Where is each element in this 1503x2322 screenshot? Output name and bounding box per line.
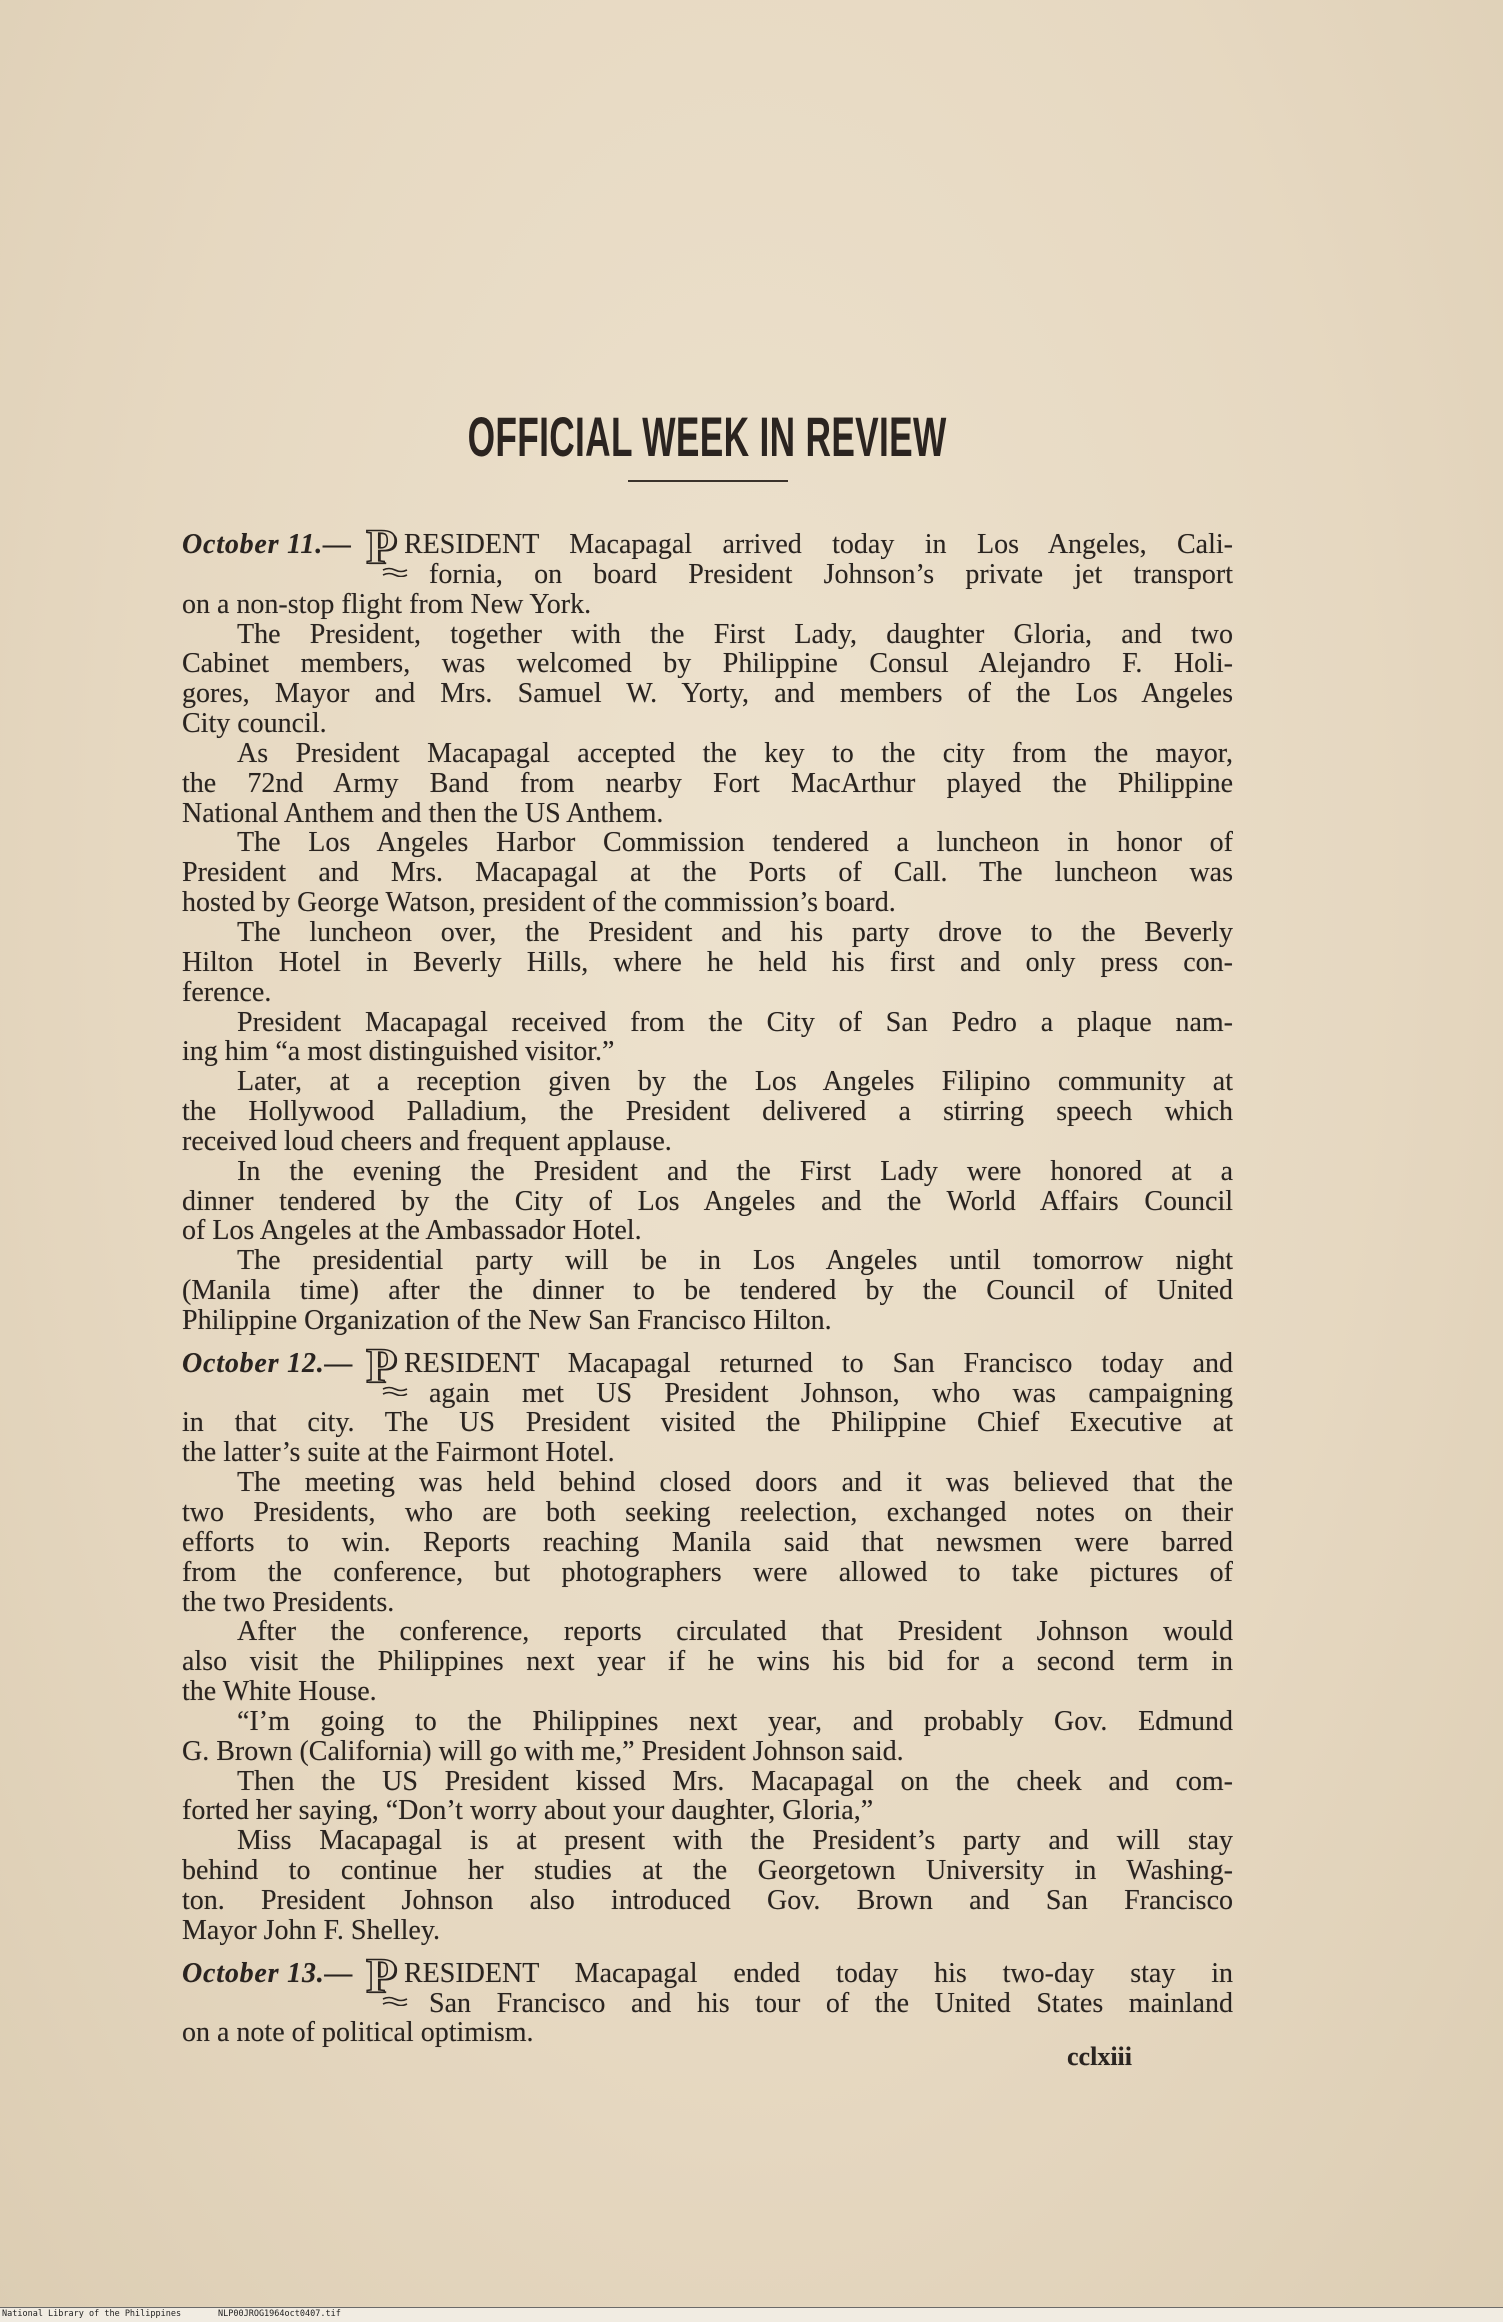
text-line: efforts to win. Reports reaching Manila said that newsmen were barred (182, 1527, 1233, 1558)
text-line: City council. (182, 709, 327, 739)
text-line: President Macapagal received from the City of San Pedro a plaque nam- (237, 1007, 1233, 1038)
text-line: ing him “a most distinguished visitor.” (182, 1037, 615, 1068)
text-line: fornia, on board President Johnson’s private jet transport (429, 559, 1233, 590)
entry-date: October 12.— (182, 1347, 354, 1379)
text-line: G. Brown (California) will go with me,” President Johnson said. (182, 1736, 904, 1767)
text-line: The meeting was held behind closed doors and it was believed that the (237, 1468, 1233, 1498)
text-line: the 72nd Army Band from nearby Fort MacArthur played the Philippine (182, 768, 1233, 799)
footer-file-name: NLP00JROG1964oct0407.tif (218, 2309, 341, 2319)
drop-cap-letter: P (366, 1946, 397, 2003)
drop-cap-ornament-icon (382, 567, 408, 577)
page-number: cclxiii (1067, 2042, 1132, 2072)
text-line: RESIDENT Macapagal arrived today in Los Angeles, Cali- (404, 530, 1233, 560)
paragraph (182, 918, 1233, 1008)
text-line: gores, Mayor and Mrs. Samuel W. Yorty, and members of the Los Angeles (182, 679, 1233, 710)
entry-date: October 11.— (182, 529, 352, 560)
text-line: Later, at a reception given by the Los Angeles Filipino community at (237, 1067, 1233, 1098)
text-line: also visit the Philippines next year if he wins his bid for a second term in (182, 1647, 1233, 1678)
page-title-text: OFFICIAL WEEK IN REVIEW (468, 405, 947, 468)
paragraph (182, 739, 1233, 829)
text-line: Cabinet members, was welcomed by Philippine Consul Alejandro F. Holi- (182, 649, 1233, 680)
page-title (182, 405, 1233, 468)
text-line: on a note of political optimism. (182, 2018, 534, 2049)
text-line: Miss Macapagal is at present with the President’s party and will stay (237, 1826, 1233, 1857)
text-line: ference. (182, 977, 272, 1008)
text-line: behind to continue her studies at the Georgetown University in Washing- (182, 1856, 1233, 1886)
drop-cap-letter: P (366, 1336, 397, 1393)
paragraph (182, 1008, 1233, 1068)
paragraph (182, 1707, 1233, 1767)
text-line: President and Mrs. Macapagal at the Ports of Call. The luncheon was (182, 858, 1233, 889)
text-line: National Anthem and then the US Anthem. (182, 798, 664, 829)
entry-lead (182, 1946, 1233, 2049)
paragraph (182, 828, 1233, 918)
paragraph (182, 1617, 1233, 1707)
entry-october-11 (182, 518, 1233, 1336)
article-column (182, 518, 1233, 2072)
paragraph (182, 1826, 1233, 1945)
paragraph (182, 1767, 1233, 1827)
text-line: received loud cheers and frequent applause. (182, 1126, 672, 1157)
entry-october-12 (182, 1336, 1233, 1946)
entry-lead (182, 1336, 1233, 1469)
text-line: from the conference, but photographers were allowed to take pictures of (182, 1557, 1233, 1588)
text-line: (Manila time) after the dinner to be tendered by the Council of United (182, 1276, 1233, 1306)
text-line: the White House. (182, 1677, 377, 1707)
text-line: The Los Angeles Harbor Commission tendered a luncheon in honor of (237, 828, 1233, 859)
text-line: forted her saying, “Don’t worry about your daughter, Gloria,” (182, 1796, 874, 1827)
drop-cap-letter: P (366, 518, 397, 574)
drop-cap-ornament-icon (382, 1386, 408, 1396)
text-line: After the conference, reports circulated that President Johnson would (237, 1617, 1233, 1648)
entry-lead (182, 518, 1233, 620)
text-line: the Hollywood Palladium, the President delivered a stirring speech which (182, 1097, 1233, 1127)
entry-october-13 (182, 1946, 1233, 2049)
text-line: In the evening the President and the First Lady were honored at a (237, 1156, 1233, 1187)
scan-footer (0, 2307, 1503, 2322)
text-line: Mayor John F. Shelley. (182, 1915, 441, 1946)
text-line: San Francisco and his tour of the United States mainland (429, 1988, 1233, 2019)
text-line: Then the US President kissed Mrs. Macapagal on the cheek and com- (237, 1766, 1233, 1797)
text-line: The luncheon over, the President and his party drove to the Beverly (237, 917, 1233, 948)
paragraph (182, 1067, 1233, 1157)
entry-date: October 13.— (182, 1957, 354, 1989)
text-line: hosted by George Watson, president of the commission’s board. (182, 888, 896, 918)
text-line: The presidential party will be in Los Angeles until tomorrow night (237, 1246, 1233, 1277)
text-line: two Presidents, who are both seeking reelection, exchanged notes on their (182, 1498, 1233, 1528)
text-line: “I’m going to the Philippines next year, and probably Gov. Edmund (237, 1706, 1233, 1737)
text-line: The President, together with the First Lady, daughter Gloria, and two (237, 619, 1233, 650)
text-line: ton. President Johnson also introduced Gov. Brown and San Francisco (182, 1885, 1233, 1916)
text-line: in that city. The US President visited the Philippine Chief Executive at (182, 1408, 1233, 1439)
text-line: the latter’s suite at the Fairmont Hotel. (182, 1438, 615, 1469)
text-line: the two Presidents. (182, 1587, 395, 1618)
title-rule (628, 480, 788, 482)
text-line: RESIDENT Macapagal ended today his two-day stay in (404, 1958, 1233, 1989)
paragraph (182, 620, 1233, 739)
text-line: again met US President Johnson, who was campaigning (429, 1378, 1233, 1409)
drop-cap-ornament-icon (382, 1996, 408, 2006)
text-line: Philippine Organization of the New San Francisco Hilton. (182, 1305, 832, 1336)
text-line: dinner tendered by the City of Los Angeles and the World Affairs Council (182, 1186, 1233, 1217)
paragraph (182, 1246, 1233, 1336)
paragraph (182, 1157, 1233, 1247)
text-line: of Los Angeles at the Ambassador Hotel. (182, 1216, 642, 1247)
footer-library-name: National Library of the Philippines (2, 2309, 182, 2319)
text-line: on a non-stop flight from New York. (182, 589, 592, 620)
text-line: As President Macapagal accepted the key to the city from the mayor, (237, 738, 1233, 769)
text-line: RESIDENT Macapagal returned to San Francisco today and (404, 1348, 1233, 1379)
paragraph (182, 1468, 1233, 1617)
text-line: Hilton Hotel in Beverly Hills, where he held his first and only press con- (182, 947, 1233, 978)
